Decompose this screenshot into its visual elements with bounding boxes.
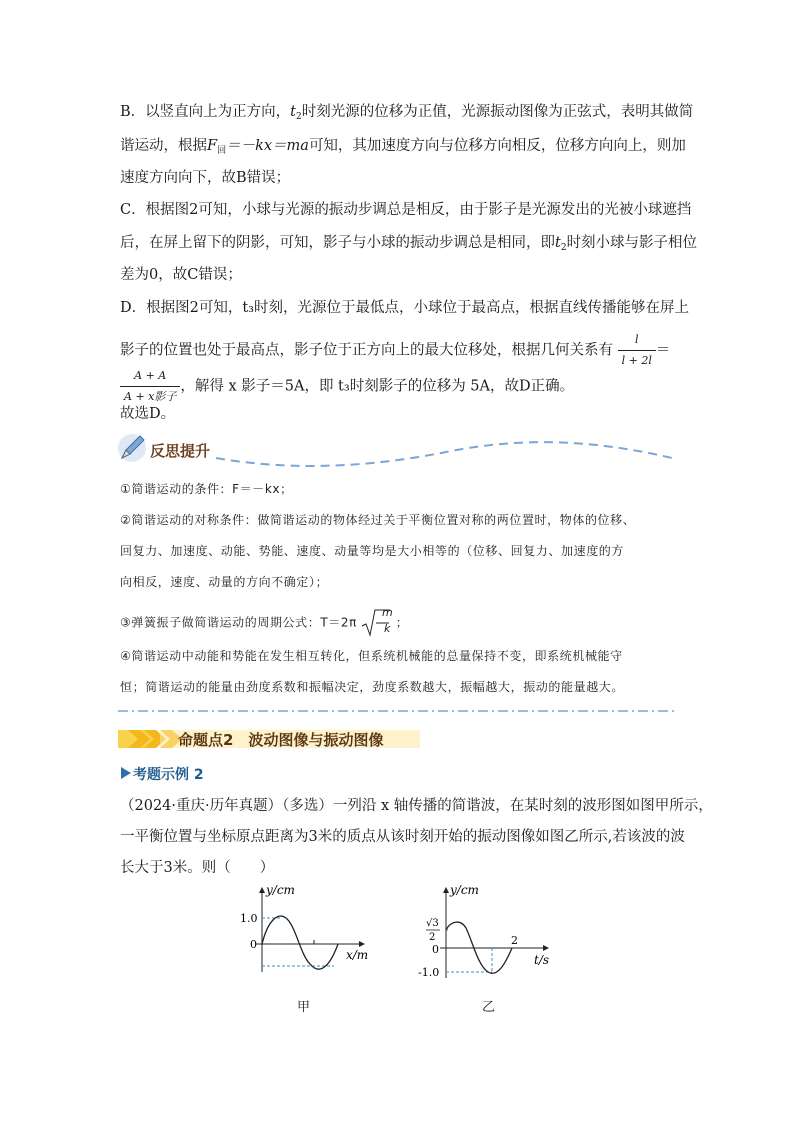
solution-line-b1: B．以竖直向上为正方向，$t_2$时刻光源的位移为正值，光源振动图像为正弦式，表明其做简 [120,104,694,122]
solution-line-d2: 影子的位置也处于最高点，影子位于正方向上的最大位移处，根据几何关系有 $\frac{l}{l + 2l}$ ＝ [120,330,670,371]
geometry-fraction-1: $\frac{l}{l + 2l}$ [618,330,656,371]
reflection-item-1: ①简谐运动的条件：F＝－kx； [120,482,293,496]
wavy-dashed-line [216,442,672,466]
figure-jia-caption: 甲 [297,1000,311,1015]
reflection-item-3: ③弹簧振子做简谐运动的周期公式：T＝2π m k ； [120,608,408,638]
solution-line-b3: 速度方向向下，故B错误； [120,170,291,186]
reflection-item-2c: 向相反，速度、动量的方向不确定）； [120,575,329,589]
solution-line-d3: $\frac{A + A}{\text{A + x影子}}$ ，解得 x 影子＝5A，即 t₃时刻影子的位移为 5A，故D正确。 [120,366,574,407]
yi-xlabel: t/s [534,953,550,967]
figure-yi [418,882,558,982]
yi-tick-sqrt3: √3 [426,918,439,929]
reflection-item-4b: 恒；简谐运动的能量由劲度系数和振幅决定，劲度系数越大，振幅越大，振动的能量越大。 [120,680,625,694]
figure-yi-caption: 乙 [482,1000,496,1015]
solution-line-c2: 后，在屏上留下的阴影，可知，影子与小球的振动步调总是相同，即$t_2$时刻小球与影子相位 [120,235,698,253]
figure-jia [234,882,374,982]
formula-m: m [382,606,394,619]
solution-line-d1: D．根据图2可知，t₃时刻，光源位于最低点，小球位于最高点，根据直线传播能够在屏上 [120,300,689,316]
reflection-item-4: ④简谐运动中动能和势能在发生相互转化，但系统机械能的总量保持不变，即系统机械能守 [120,649,623,663]
jia-origin: 0 [250,938,257,951]
pencil-icon [118,434,146,462]
yi-origin: 0 [432,943,439,956]
question-line-1: （2024·重庆·历年真题）（多选）一列沿 x 轴传播的简谐波，在某时刻的波形图如图甲所示， [120,798,713,814]
reflection-item-2: ②简谐运动的对称条件：做简谐运动的物体经过关于平衡位置对称的两位置时，物体的位移、 [120,513,636,527]
geometry-fraction-2: $\frac{A + A}{\text{A + x影子}}$ [120,366,180,407]
reflection-title: 反思提升 [150,442,211,460]
question-line-3: 长大于3米。则（ ） [120,860,275,876]
jia-tick-y1: 1.0 [240,912,258,925]
yi-tick-t2: 2 [511,934,518,947]
jia-ylabel: y/cm [266,883,295,897]
play-triangle-icon [120,766,132,780]
solution-line-c3: 差为0，故C错误； [120,267,242,283]
reflection-item-2b: 回复力、加速度、动能、势能、速度、动量等均是大小相等的（位移、回复力、加速度的方 [120,544,625,558]
yi-tick-2den: 2 [429,932,436,943]
solution-answer: 故选D。 [120,406,176,422]
jia-xlabel: x/m [346,948,369,962]
section-separator [118,708,678,714]
yi-tick-neg: -1.0 [418,966,440,979]
solution-line-b2: 谐运动，根据$F_回=-kx=ma$可知，其加速度方向与位移方向相反，位移方向向上，则加 [120,138,686,156]
jia-wave-curve [262,916,338,969]
formula-k: k [384,622,391,635]
yi-ylabel: y/cm [450,883,479,897]
question-line-2: 一平衡位置与坐标原点距离为3米的质点从该时刻开始的振动图像如图乙所示,若该波的波 [120,829,685,845]
solution-line-c1: C．根据图2可知，小球与光源的振动步调总是相反，由于影子是光源发出的光被小球遮挡 [120,202,692,218]
section-title: 命题点2 波动图像与振动图像 [178,731,384,749]
example-title: 考题示例 2 [133,767,204,783]
